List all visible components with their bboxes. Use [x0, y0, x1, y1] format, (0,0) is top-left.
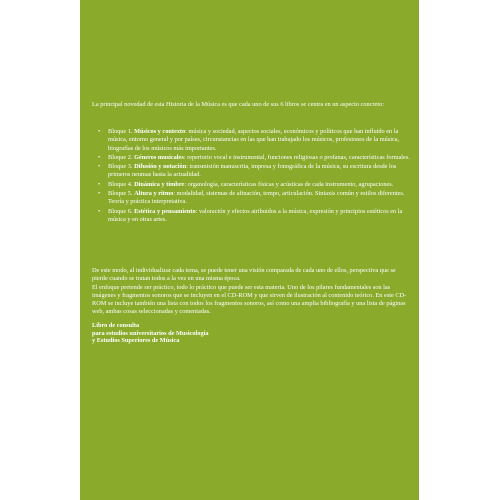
block-title: Dinámica y timbre [134, 180, 185, 188]
block-item [98, 181, 410, 189]
block-item [98, 128, 410, 153]
bullet-icon: • [98, 180, 101, 188]
outro-paragraph: De este modo, al individualizar cada tema, se puede tener una visión comparada de cada uno de ellos, perspectiva que se pierde cuando se tratan todos a la vez en una misma época. [92, 267, 396, 283]
block-text: : modalidad, sistemas de afinación, tempo, articulación. Sintaxis común y estilos diferentes. Teoría y práctica interpretativa. [108, 190, 405, 206]
audience-note-line: Libro de consulta [92, 322, 140, 329]
block-text: : transmisión manuscrita, impresa y fonográfica de la música, su escritura desde los primeros neumas hasta la actualidad. [108, 163, 397, 179]
back-cover [80, 0, 419, 500]
blocks-list [98, 128, 410, 224]
block-item [98, 190, 410, 207]
bullet-icon: • [98, 153, 101, 161]
block-text: : valoración y efectos atribuidos a la música, expresión y principios estéticos en la música y en otras artes. [108, 207, 403, 223]
block-title: Altura y ritmo [134, 190, 174, 198]
bullet-icon: • [98, 128, 101, 135]
block-title: Difusión y notación [134, 163, 187, 171]
outro-paragraph: El enfoque pretende ser práctico, todo lo práctico que puede ser esta materia. Uno de los pilares fundamentales son las imágenes y fragmentos sonoros que se incluyen en el CD-ROM y que sirven de ilustración al contenido teórico. En este CD-ROM se incluye también una lista con todos los fragmentos sonoros, así como una amplia bibliografía y una lista de páginas web, ambas cosas seleccionadas y comentadas. [92, 283, 407, 316]
bullet-icon: • [98, 163, 101, 171]
intro-paragraph: La principal novedad de esta Historia de la Música es que cada uno de sus 6 libros se centra en un aspecto concreto: [92, 101, 385, 108]
outro-text [92, 267, 410, 317]
block-prefix: Bloque 1. [108, 128, 135, 135]
block-prefix: Bloque 4. [108, 180, 135, 188]
block-item [98, 154, 410, 162]
block-prefix: Bloque 5. [108, 190, 135, 198]
block-prefix: Bloque 2. [108, 153, 135, 161]
block-prefix: Bloque 3. [108, 163, 135, 171]
block-title: Estética y pensamiento [134, 207, 196, 215]
block-item [98, 163, 410, 180]
bullet-icon: • [98, 207, 101, 215]
block-text: : música y sociedad, aspectos sociales, económicos y políticos que han influido en la música, entorno general y por países, circunstancias en las que han trabajado los músicos, profesiones de la música, biografías de los músicos más importantes. [108, 128, 400, 152]
block-text: : repertorio vocal e instrumental, funciones religiosas o profanas, características formales. [183, 153, 410, 161]
block-text: : organología, características físicas y acústicas de cada instrumento, agrupaciones. [184, 180, 394, 188]
block-item [98, 208, 410, 225]
audience-note [92, 322, 292, 345]
block-title: Géneros musicales [134, 153, 184, 161]
audience-note-line: y Estudios Superiores de Música [92, 337, 180, 345]
bullet-icon: • [98, 190, 101, 198]
block-title: Músicos y contexto [134, 128, 186, 135]
audience-note-line: para estudios universitarios de Musicología [92, 329, 209, 337]
block-prefix: Bloque 6. [108, 207, 135, 215]
